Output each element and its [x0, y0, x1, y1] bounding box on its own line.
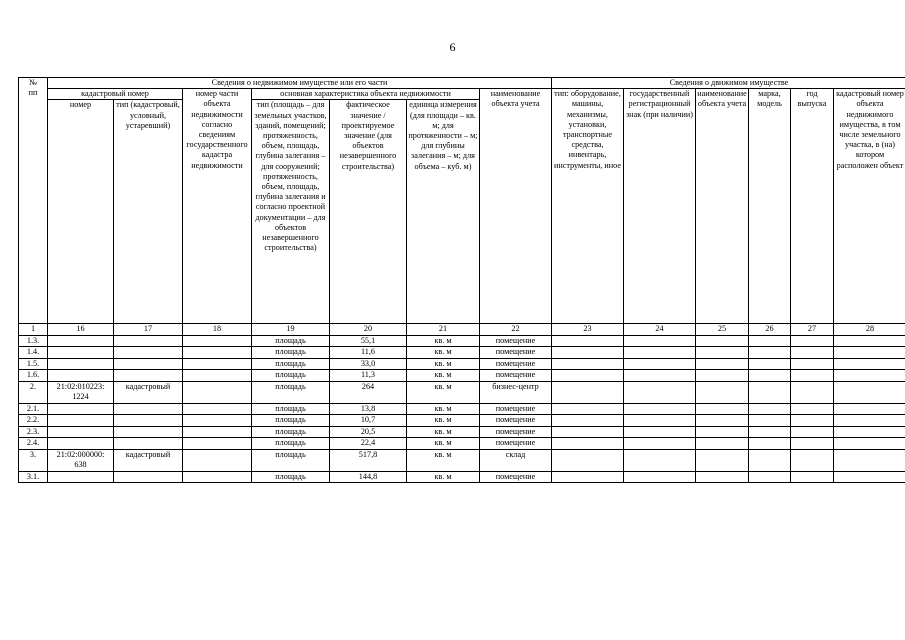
cadastral-number-cell	[48, 415, 114, 427]
part-number-cell	[183, 449, 252, 471]
header-main-characteristic: основная характеристика объекта недвижимости	[252, 89, 480, 100]
column-number: 18	[183, 324, 252, 335]
cadastral-type-cell	[114, 358, 183, 370]
row-number: 1.6.	[19, 370, 48, 382]
object-name-cell: помещение	[480, 370, 552, 382]
cadastral-type-cell	[114, 415, 183, 427]
movable-empty-cell	[696, 335, 749, 347]
cadastral-number-cell	[48, 471, 114, 483]
row-number: 2.4.	[19, 438, 48, 450]
object-name-cell: помещение	[480, 403, 552, 415]
characteristic-value-cell: 10,7	[330, 415, 407, 427]
movable-empty-cell	[552, 381, 624, 403]
unit-cell: кв. м	[407, 370, 480, 382]
row-number: 3.	[19, 449, 48, 471]
movable-empty-cell	[834, 415, 905, 427]
column-number: 26	[749, 324, 791, 335]
object-name-cell: помещение	[480, 347, 552, 359]
cadastral-type-cell	[114, 471, 183, 483]
movable-empty-cell	[624, 449, 696, 471]
part-number-cell	[183, 335, 252, 347]
cadastral-number-cell: 21:02:000000: 638	[48, 449, 114, 471]
header-movable-brand: марка, модель	[749, 89, 791, 324]
movable-empty-cell	[834, 335, 905, 347]
characteristic-value-cell: 55,1	[330, 335, 407, 347]
row-number: 1.3.	[19, 335, 48, 347]
object-name-cell: склад	[480, 449, 552, 471]
object-name-cell: помещение	[480, 358, 552, 370]
movable-empty-cell	[791, 415, 834, 427]
part-number-cell	[183, 358, 252, 370]
column-number: 1	[19, 324, 48, 335]
header-movable-reg-sign: государственный регистрационный знак (при наличии)	[624, 89, 696, 324]
cadastral-type-cell	[114, 370, 183, 382]
table-row	[19, 370, 905, 382]
object-name-cell: помещение	[480, 335, 552, 347]
movable-empty-cell	[696, 426, 749, 438]
movable-empty-cell	[552, 358, 624, 370]
characteristic-type-cell: площадь	[252, 449, 330, 471]
movable-empty-cell	[791, 358, 834, 370]
object-name-cell: бизнес-центр	[480, 381, 552, 403]
movable-empty-cell	[791, 449, 834, 471]
row-number: 2.1.	[19, 403, 48, 415]
header-movable-group: Сведения о движимом имуществе	[552, 78, 905, 89]
cadastral-type-cell: кадастровый	[114, 381, 183, 403]
row-number: 2.3.	[19, 426, 48, 438]
movable-empty-cell	[624, 347, 696, 359]
movable-empty-cell	[791, 370, 834, 382]
object-name-cell: помещение	[480, 415, 552, 427]
table-row	[19, 471, 905, 483]
unit-cell: кв. м	[407, 358, 480, 370]
movable-empty-cell	[624, 426, 696, 438]
header-char-type: тип (площадь – для земельных участков, зданий, помещений; протяженность, объем, площадь, глубина залегания – для сооружений; протяженность, объем, площадь, глубина залегания и согласно проектной документации – для объектов незавершенного строительства)	[252, 100, 330, 324]
column-number: 24	[624, 324, 696, 335]
movable-empty-cell	[749, 471, 791, 483]
part-number-cell	[183, 426, 252, 438]
movable-empty-cell	[834, 449, 905, 471]
table-row	[19, 449, 905, 471]
part-number-cell	[183, 347, 252, 359]
unit-cell: кв. м	[407, 415, 480, 427]
movable-empty-cell	[749, 403, 791, 415]
cadastral-type-cell	[114, 426, 183, 438]
characteristic-type-cell: площадь	[252, 438, 330, 450]
unit-cell: кв. м	[407, 381, 480, 403]
movable-empty-cell	[696, 381, 749, 403]
movable-empty-cell	[834, 426, 905, 438]
movable-empty-cell	[696, 449, 749, 471]
characteristic-value-cell: 11,3	[330, 370, 407, 382]
movable-empty-cell	[749, 381, 791, 403]
cadastral-number-cell	[48, 358, 114, 370]
table-row	[19, 381, 905, 403]
cadastral-type-cell	[114, 438, 183, 450]
movable-empty-cell	[624, 358, 696, 370]
characteristic-value-cell: 11,6	[330, 347, 407, 359]
row-number: 1.5.	[19, 358, 48, 370]
characteristic-type-cell: площадь	[252, 370, 330, 382]
characteristic-type-cell: площадь	[252, 381, 330, 403]
header-movable-year: год выпуска	[791, 89, 834, 324]
unit-cell: кв. м	[407, 335, 480, 347]
part-number-cell	[183, 415, 252, 427]
movable-empty-cell	[834, 403, 905, 415]
header-object-name: наименование объекта учета	[480, 89, 552, 324]
movable-empty-cell	[624, 403, 696, 415]
cadastral-number-cell	[48, 438, 114, 450]
property-register-table	[18, 77, 905, 483]
column-number: 16	[48, 324, 114, 335]
movable-empty-cell	[552, 403, 624, 415]
movable-empty-cell	[791, 438, 834, 450]
movable-empty-cell	[552, 415, 624, 427]
header-cad-num: номер	[48, 100, 114, 324]
movable-empty-cell	[749, 358, 791, 370]
movable-empty-cell	[791, 381, 834, 403]
movable-empty-cell	[624, 438, 696, 450]
movable-empty-cell	[749, 335, 791, 347]
table-row	[19, 347, 905, 359]
characteristic-value-cell: 264	[330, 381, 407, 403]
movable-empty-cell	[624, 370, 696, 382]
movable-empty-cell	[791, 403, 834, 415]
object-name-cell: помещение	[480, 426, 552, 438]
movable-empty-cell	[696, 415, 749, 427]
movable-empty-cell	[749, 426, 791, 438]
header-char-value: фактическое значение / проектируемое значение (для объектов незавершенного строительства)	[330, 100, 407, 324]
movable-empty-cell	[624, 471, 696, 483]
movable-empty-cell	[834, 358, 905, 370]
header-cadastral-number: кадастровый номер	[48, 89, 183, 100]
part-number-cell	[183, 403, 252, 415]
cadastral-number-cell	[48, 335, 114, 347]
characteristic-type-cell: площадь	[252, 335, 330, 347]
table-row	[19, 426, 905, 438]
characteristic-value-cell: 144,8	[330, 471, 407, 483]
column-number: 17	[114, 324, 183, 335]
header-char-unit: единица измерения (для площади – кв. м; для протяженности – м; для глубины залегания – м; для объема – куб. м)	[407, 100, 480, 324]
movable-empty-cell	[749, 370, 791, 382]
part-number-cell	[183, 381, 252, 403]
movable-empty-cell	[749, 347, 791, 359]
cadastral-number-cell	[48, 426, 114, 438]
header-part-number: номер части объекта недвижимости согласно сведениям государственного кадастра недвижимости	[183, 89, 252, 324]
object-name-cell: помещение	[480, 471, 552, 483]
movable-empty-cell	[624, 381, 696, 403]
cadastral-number-cell	[48, 370, 114, 382]
object-name-cell: помещение	[480, 438, 552, 450]
cadastral-number-cell: 21:02:010223: 1224	[48, 381, 114, 403]
movable-empty-cell	[624, 415, 696, 427]
movable-empty-cell	[834, 370, 905, 382]
movable-empty-cell	[834, 471, 905, 483]
characteristic-type-cell: площадь	[252, 471, 330, 483]
column-number: 25	[696, 324, 749, 335]
column-number: 21	[407, 324, 480, 335]
movable-empty-cell	[552, 471, 624, 483]
cadastral-type-cell	[114, 403, 183, 415]
characteristic-value-cell: 20,5	[330, 426, 407, 438]
movable-empty-cell	[552, 449, 624, 471]
movable-empty-cell	[696, 403, 749, 415]
characteristic-type-cell: площадь	[252, 403, 330, 415]
table-row	[19, 438, 905, 450]
row-number: 2.	[19, 381, 48, 403]
column-number: 27	[791, 324, 834, 335]
movable-empty-cell	[749, 438, 791, 450]
movable-empty-cell	[834, 347, 905, 359]
header-row-number: № пп	[19, 78, 48, 324]
movable-empty-cell	[791, 426, 834, 438]
characteristic-value-cell: 33,0	[330, 358, 407, 370]
header-movable-type: тип: оборудование, машины, механизмы, установки, транспортные средства, инвентарь, инструменты, иное	[552, 89, 624, 324]
row-number: 1.4.	[19, 347, 48, 359]
unit-cell: кв. м	[407, 426, 480, 438]
characteristic-type-cell: площадь	[252, 347, 330, 359]
movable-empty-cell	[834, 438, 905, 450]
movable-empty-cell	[696, 471, 749, 483]
column-number: 20	[330, 324, 407, 335]
cadastral-number-cell	[48, 403, 114, 415]
part-number-cell	[183, 438, 252, 450]
table-row	[19, 335, 905, 347]
unit-cell: кв. м	[407, 347, 480, 359]
movable-empty-cell	[552, 335, 624, 347]
movable-empty-cell	[696, 438, 749, 450]
cadastral-type-cell	[114, 347, 183, 359]
header-movable-name: наименование объекта учета	[696, 89, 749, 324]
row-number: 3.1.	[19, 471, 48, 483]
table-row	[19, 415, 905, 427]
movable-empty-cell	[552, 438, 624, 450]
movable-empty-cell	[552, 347, 624, 359]
column-numbers-row	[19, 324, 905, 335]
characteristic-type-cell: площадь	[252, 415, 330, 427]
movable-empty-cell	[749, 415, 791, 427]
characteristic-value-cell: 22,4	[330, 438, 407, 450]
header-cad-type: тип (кадастровый, условный, устаревший)	[114, 100, 183, 324]
register-rows	[19, 335, 905, 483]
characteristic-type-cell: площадь	[252, 426, 330, 438]
cadastral-type-cell	[114, 335, 183, 347]
movable-empty-cell	[749, 449, 791, 471]
movable-empty-cell	[791, 471, 834, 483]
part-number-cell	[183, 370, 252, 382]
header-movable-cadastral: кадастровый номер объекта недвижимого имущества, в том числе земельного участка, в (на) котором расположен объект	[834, 89, 905, 324]
column-number: 23	[552, 324, 624, 335]
unit-cell: кв. м	[407, 471, 480, 483]
movable-empty-cell	[696, 358, 749, 370]
characteristic-type-cell: площадь	[252, 358, 330, 370]
movable-empty-cell	[791, 347, 834, 359]
characteristic-value-cell: 13,8	[330, 403, 407, 415]
table-row	[19, 358, 905, 370]
movable-empty-cell	[696, 347, 749, 359]
unit-cell: кв. м	[407, 449, 480, 471]
table-row	[19, 403, 905, 415]
row-number: 2.2.	[19, 415, 48, 427]
movable-empty-cell	[834, 381, 905, 403]
movable-empty-cell	[552, 370, 624, 382]
cadastral-type-cell: кадастровый	[114, 449, 183, 471]
unit-cell: кв. м	[407, 403, 480, 415]
page-number: 6	[449, 40, 456, 54]
characteristic-value-cell: 517,8	[330, 449, 407, 471]
unit-cell: кв. м	[407, 438, 480, 450]
column-number: 22	[480, 324, 552, 335]
movable-empty-cell	[696, 370, 749, 382]
movable-empty-cell	[791, 335, 834, 347]
cadastral-number-cell	[48, 347, 114, 359]
part-number-cell	[183, 471, 252, 483]
movable-empty-cell	[624, 335, 696, 347]
column-number: 19	[252, 324, 330, 335]
column-number: 28	[834, 324, 905, 335]
header-real-estate-group: Сведения о недвижимом имуществе или его части	[48, 78, 552, 89]
movable-empty-cell	[552, 426, 624, 438]
